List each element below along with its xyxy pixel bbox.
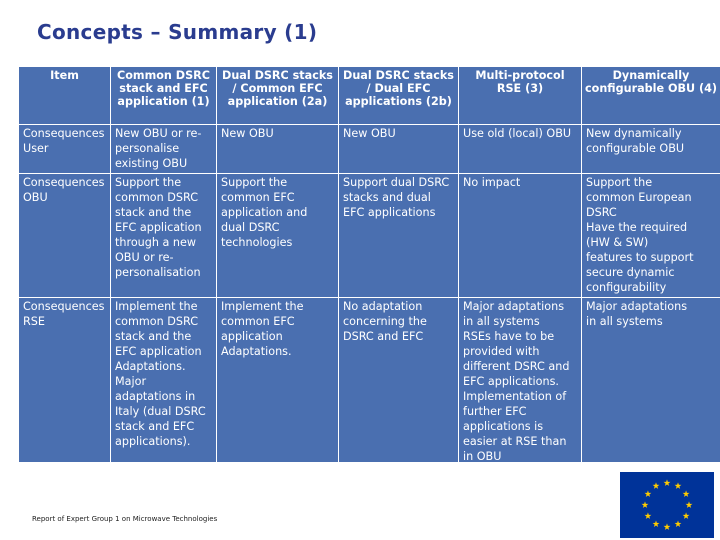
header-concept-1: Common DSRC stack and EFC application (1): [111, 67, 217, 125]
slide-title: Concepts – Summary (1): [37, 20, 318, 44]
table-row-user: [19, 125, 720, 174]
table-cell: New OBU: [339, 125, 459, 174]
table-cell: Support the common EFC application and dual DSRC technologies: [217, 174, 339, 298]
eu-flag-icon: [620, 472, 714, 538]
table-cell: No impact: [459, 174, 582, 298]
table-cell: Support dual DSRC stacks and dual EFC applications: [339, 174, 459, 298]
table-cell: New OBU: [217, 125, 339, 174]
table-cell: Support the common European DSRC Have the required (HW & SW) features to support secure dynamic configurability: [582, 174, 720, 298]
table-cell: Major adaptations in all systems: [582, 298, 720, 467]
row-label-rse: Consequences RSE: [19, 298, 111, 467]
header-item: Item: [19, 67, 111, 125]
row-label-user: Consequences User: [19, 125, 111, 174]
footer-text: Report of Expert Group 1 on Microwave Technologies: [32, 515, 218, 523]
header-concept-4: Dynamically configurable OBU (4): [582, 67, 720, 125]
table-row-obu: [19, 174, 720, 298]
table-cell: New dynamically configurable OBU: [582, 125, 720, 174]
row-label-obu: Consequences OBU: [19, 174, 111, 298]
header-concept-3: Multi-protocol RSE (3): [459, 67, 582, 125]
summary-table: [18, 66, 720, 467]
table-row-rse: [19, 298, 720, 467]
table-cell: Major adaptations in all systems RSEs have to be provided with different DSRC and EFC applications. Implementation of further EFC applications is easier at RSE than in OBU: [459, 298, 582, 467]
table-header-row: [19, 67, 720, 125]
header-concept-2a: Dual DSRC stacks / Common EFC application (2a): [217, 67, 339, 125]
table-cell: Use old (local) OBU: [459, 125, 582, 174]
header-concept-2b: Dual DSRC stacks / Dual EFC applications (2b): [339, 67, 459, 125]
table-cell: No adaptation concerning the DSRC and EFC: [339, 298, 459, 467]
table-cell: Implement the common EFC application Adaptations.: [217, 298, 339, 467]
table-cell: New OBU or re- personalise existing OBU: [111, 125, 217, 174]
eu-logo: [620, 472, 714, 538]
table-cell: Support the common DSRC stack and the EFC application through a new OBU or re- personalisation: [111, 174, 217, 298]
table-cell: Implement the common DSRC stack and the EFC application Adaptations. Major adaptations in Italy (dual DSRC stack and EFC applications).: [111, 298, 217, 467]
